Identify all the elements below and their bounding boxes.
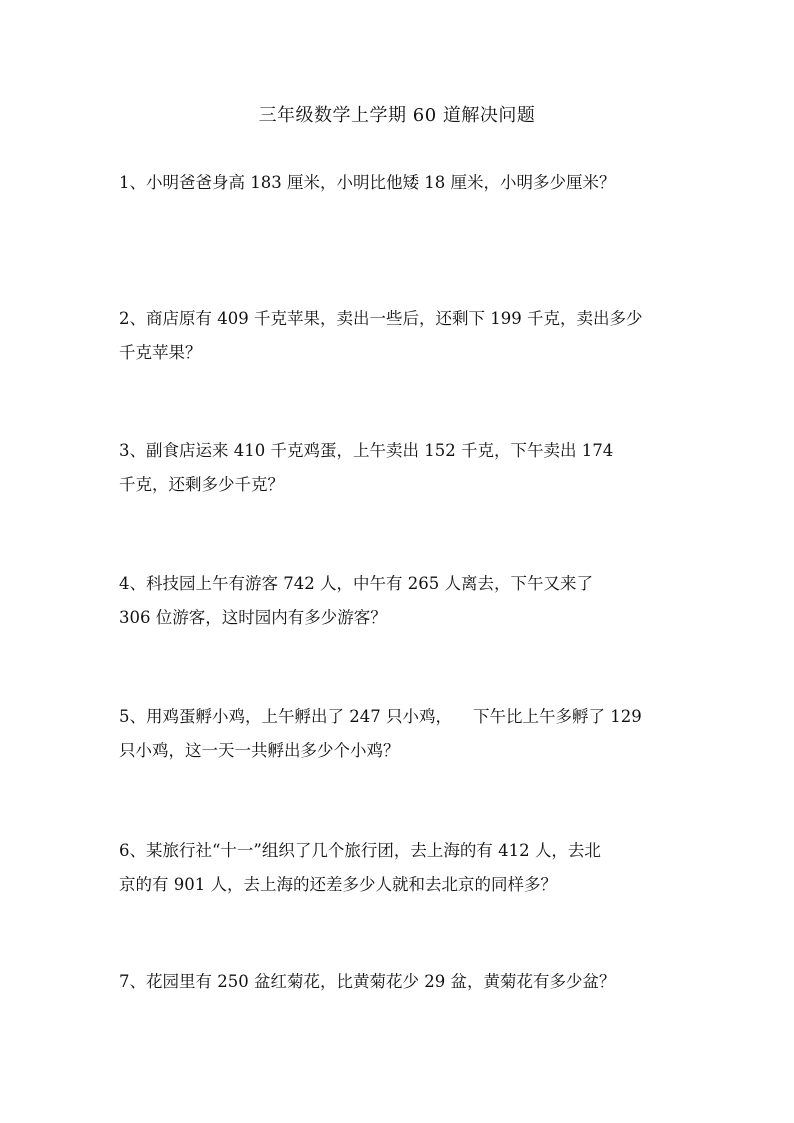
question-5-line-2: 只小鸡，这一天一共孵出多少个小鸡？ (119, 741, 400, 760)
question-7 (119, 965, 689, 999)
question-4 (119, 567, 689, 635)
question-6-line-2: 京的有 901 人，去上海的还差多少人就和去北京的同样多？ (119, 875, 557, 894)
question-3-line-1: 3、副食店运来 410 千克鸡蛋，上午卖出 152 千克，下午卖出 174 (119, 441, 614, 460)
question-5-line-1: 5、用鸡蛋孵小鸡，上午孵出了 247 只小鸡， 下午比上午多孵了 129 (119, 707, 642, 726)
question-3-line-2: 千克，还剩多少千克？ (119, 475, 284, 494)
question-4-line-1: 4、科技园上午有游客 742 人，中午有 265 人离去，下午又来了 (119, 574, 593, 593)
question-4-line-2: 306 位游客，这时园内有多少游客？ (119, 608, 387, 627)
question-3 (119, 434, 689, 502)
question-6 (119, 834, 689, 902)
document-title: 三年级数学上学期 60 道解决问题 (258, 105, 536, 126)
question-2 (119, 302, 689, 370)
question-2-line-2: 千克苹果？ (119, 343, 202, 362)
question-1 (119, 166, 689, 200)
question-7-line-1: 7、花园里有 250 盆红菊花，比黄菊花少 29 盆，黄菊花有多少盆？ (119, 972, 616, 991)
question-5 (119, 700, 689, 768)
question-6-line-1: 6、某旅行社“十一”组织了几个旅行团，去上海的有 412 人，去北 (119, 841, 601, 860)
question-2-line-1: 2、商店原有 409 千克苹果，卖出一些后，还剩下 199 千克，卖出多少 (119, 309, 643, 328)
question-1-line-1: 1、小明爸爸身高 183 厘米，小明比他矮 18 厘米，小明多少厘米？ (119, 173, 616, 192)
